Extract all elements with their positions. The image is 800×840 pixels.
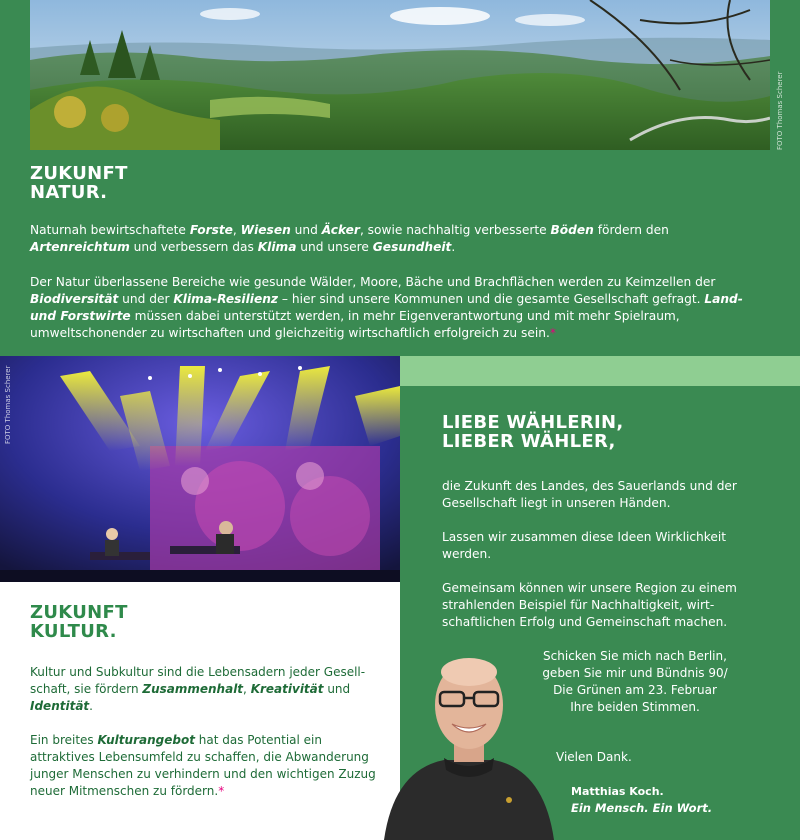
- letter-paragraph-2: Lassen wir zusammen diese Ideen Wirklichkeit werden.: [442, 530, 727, 561]
- appeal-line-4: Ihre beiden Stimmen.: [570, 700, 700, 714]
- footnote-mark: *: [549, 326, 556, 341]
- stage-photo: [0, 356, 400, 582]
- text: .: [451, 240, 456, 255]
- natur-heading-line2: NATUR.: [30, 181, 108, 203]
- text: und der: [118, 291, 174, 306]
- keyword: Klima-Resilienz: [173, 291, 278, 306]
- keyword: Zusammenhalt: [142, 682, 244, 696]
- keyword: Gesundheit: [372, 240, 452, 255]
- letter-body: [442, 478, 762, 631]
- light-green-band: [400, 356, 800, 386]
- text: und unsere: [296, 240, 373, 255]
- natur-paragraph-2: [30, 274, 770, 343]
- kultur-body: [30, 664, 380, 800]
- text: .: [89, 699, 93, 713]
- footnote-mark: *: [218, 784, 225, 798]
- text: , sowie nachhaltig verbesserte: [359, 223, 551, 237]
- appeal-line-2: geben Sie mir und Bündnis 90/: [542, 666, 728, 680]
- text: ,: [232, 223, 241, 237]
- letter-paragraph-1: die Zukunft des Landes, des Sauerlands und der Gesellschaft liegt in unseren Händen.: [442, 479, 737, 510]
- keyword: Biodiversität: [30, 291, 119, 306]
- natur-paragraph-1: [30, 222, 770, 257]
- text: Der Natur überlassene Bereiche wie gesunde Wälder, Moore, Bäche und Brachflächen werden zu Keimzellen der: [30, 274, 716, 289]
- keyword: Kreativität: [250, 682, 324, 696]
- text: Ein breites: [30, 733, 98, 747]
- keyword: Kulturangebot: [97, 733, 195, 747]
- kultur-paragraph-1: [30, 664, 380, 715]
- keyword: Klima: [257, 240, 297, 255]
- text: – hier sind unsere Kommunen und die gesamte Gesellschaft gefragt.: [278, 291, 705, 306]
- kultur-section: [0, 582, 400, 840]
- natur-body: [30, 222, 770, 343]
- keyword: Äcker: [321, 223, 360, 237]
- signature-motto: Ein Mensch. Ein Wort.: [571, 801, 713, 815]
- kultur-heading-line1: ZUKUNFT: [30, 602, 128, 623]
- keyword: Artenreichtum: [30, 240, 130, 255]
- natur-heading: [30, 165, 230, 203]
- text: Naturnah bewirtschaftete: [30, 223, 190, 237]
- letter-appeal: [520, 648, 750, 716]
- text: und: [290, 223, 322, 237]
- text: und: [323, 682, 351, 696]
- letter-thanks: Vielen Dank.: [556, 750, 632, 764]
- photo-credit-landscape: FOTO Thomas Scherer: [776, 71, 784, 150]
- letter-heading: [442, 414, 772, 452]
- photo-credit-stage: FOTO Thomas Scherer: [4, 365, 12, 444]
- landscape-photo: [30, 0, 770, 150]
- appeal-line-1: Schicken Sie mich nach Berlin,: [543, 649, 727, 663]
- kultur-heading-line2: KULTUR.: [30, 620, 117, 642]
- text: Kultur und Subkultur sind die Lebensadern jeder Gesell-schaft, sie fördern: [30, 665, 366, 696]
- keyword: Wiesen: [240, 223, 291, 237]
- signature-name: Matthias Koch.: [571, 785, 664, 798]
- letter-heading-line2: LIEBER WÄHLER,: [442, 430, 616, 452]
- letter-heading-line1: LIEBE WÄHLERIN,: [442, 412, 624, 433]
- letter-paragraph-3: Gemeinsam können wir unsere Region zu einem strahlenden Beispiel für Nachhaltigkeit, wirt-schaftlichen Erfolg und Gemeinschaft machen.: [442, 581, 737, 629]
- text: und verbessern das: [129, 240, 258, 255]
- kultur-paragraph-2: [30, 732, 380, 800]
- natur-heading-line1: ZUKUNFT: [30, 163, 128, 184]
- text: ,: [243, 682, 251, 696]
- natur-section: [0, 0, 800, 356]
- keyword: Land- und Forstwirte: [30, 291, 743, 324]
- text: hat das Potential ein attraktives Lebensumfeld zu schaffen, die Abwanderung junger Menschen zu verhindern und den wichtigen Zuzug neuer Mitmenschen zu fördern.: [30, 733, 376, 798]
- keyword: Identität: [30, 699, 90, 713]
- keyword: Forste: [189, 223, 233, 237]
- keyword: Böden: [550, 223, 594, 237]
- appeal-line-3: Die Grünen am 23. Februar: [553, 683, 717, 697]
- kultur-heading: [30, 604, 230, 642]
- text: müssen dabei unterstützt werden, in mehr Eigenverantwortung und mit mehr Spielraum, umweltschonender zu wirtschaften und gleichzeitig wirtschaftlich erfolgreich zu sein.: [30, 309, 680, 341]
- text: fördern den: [593, 223, 669, 237]
